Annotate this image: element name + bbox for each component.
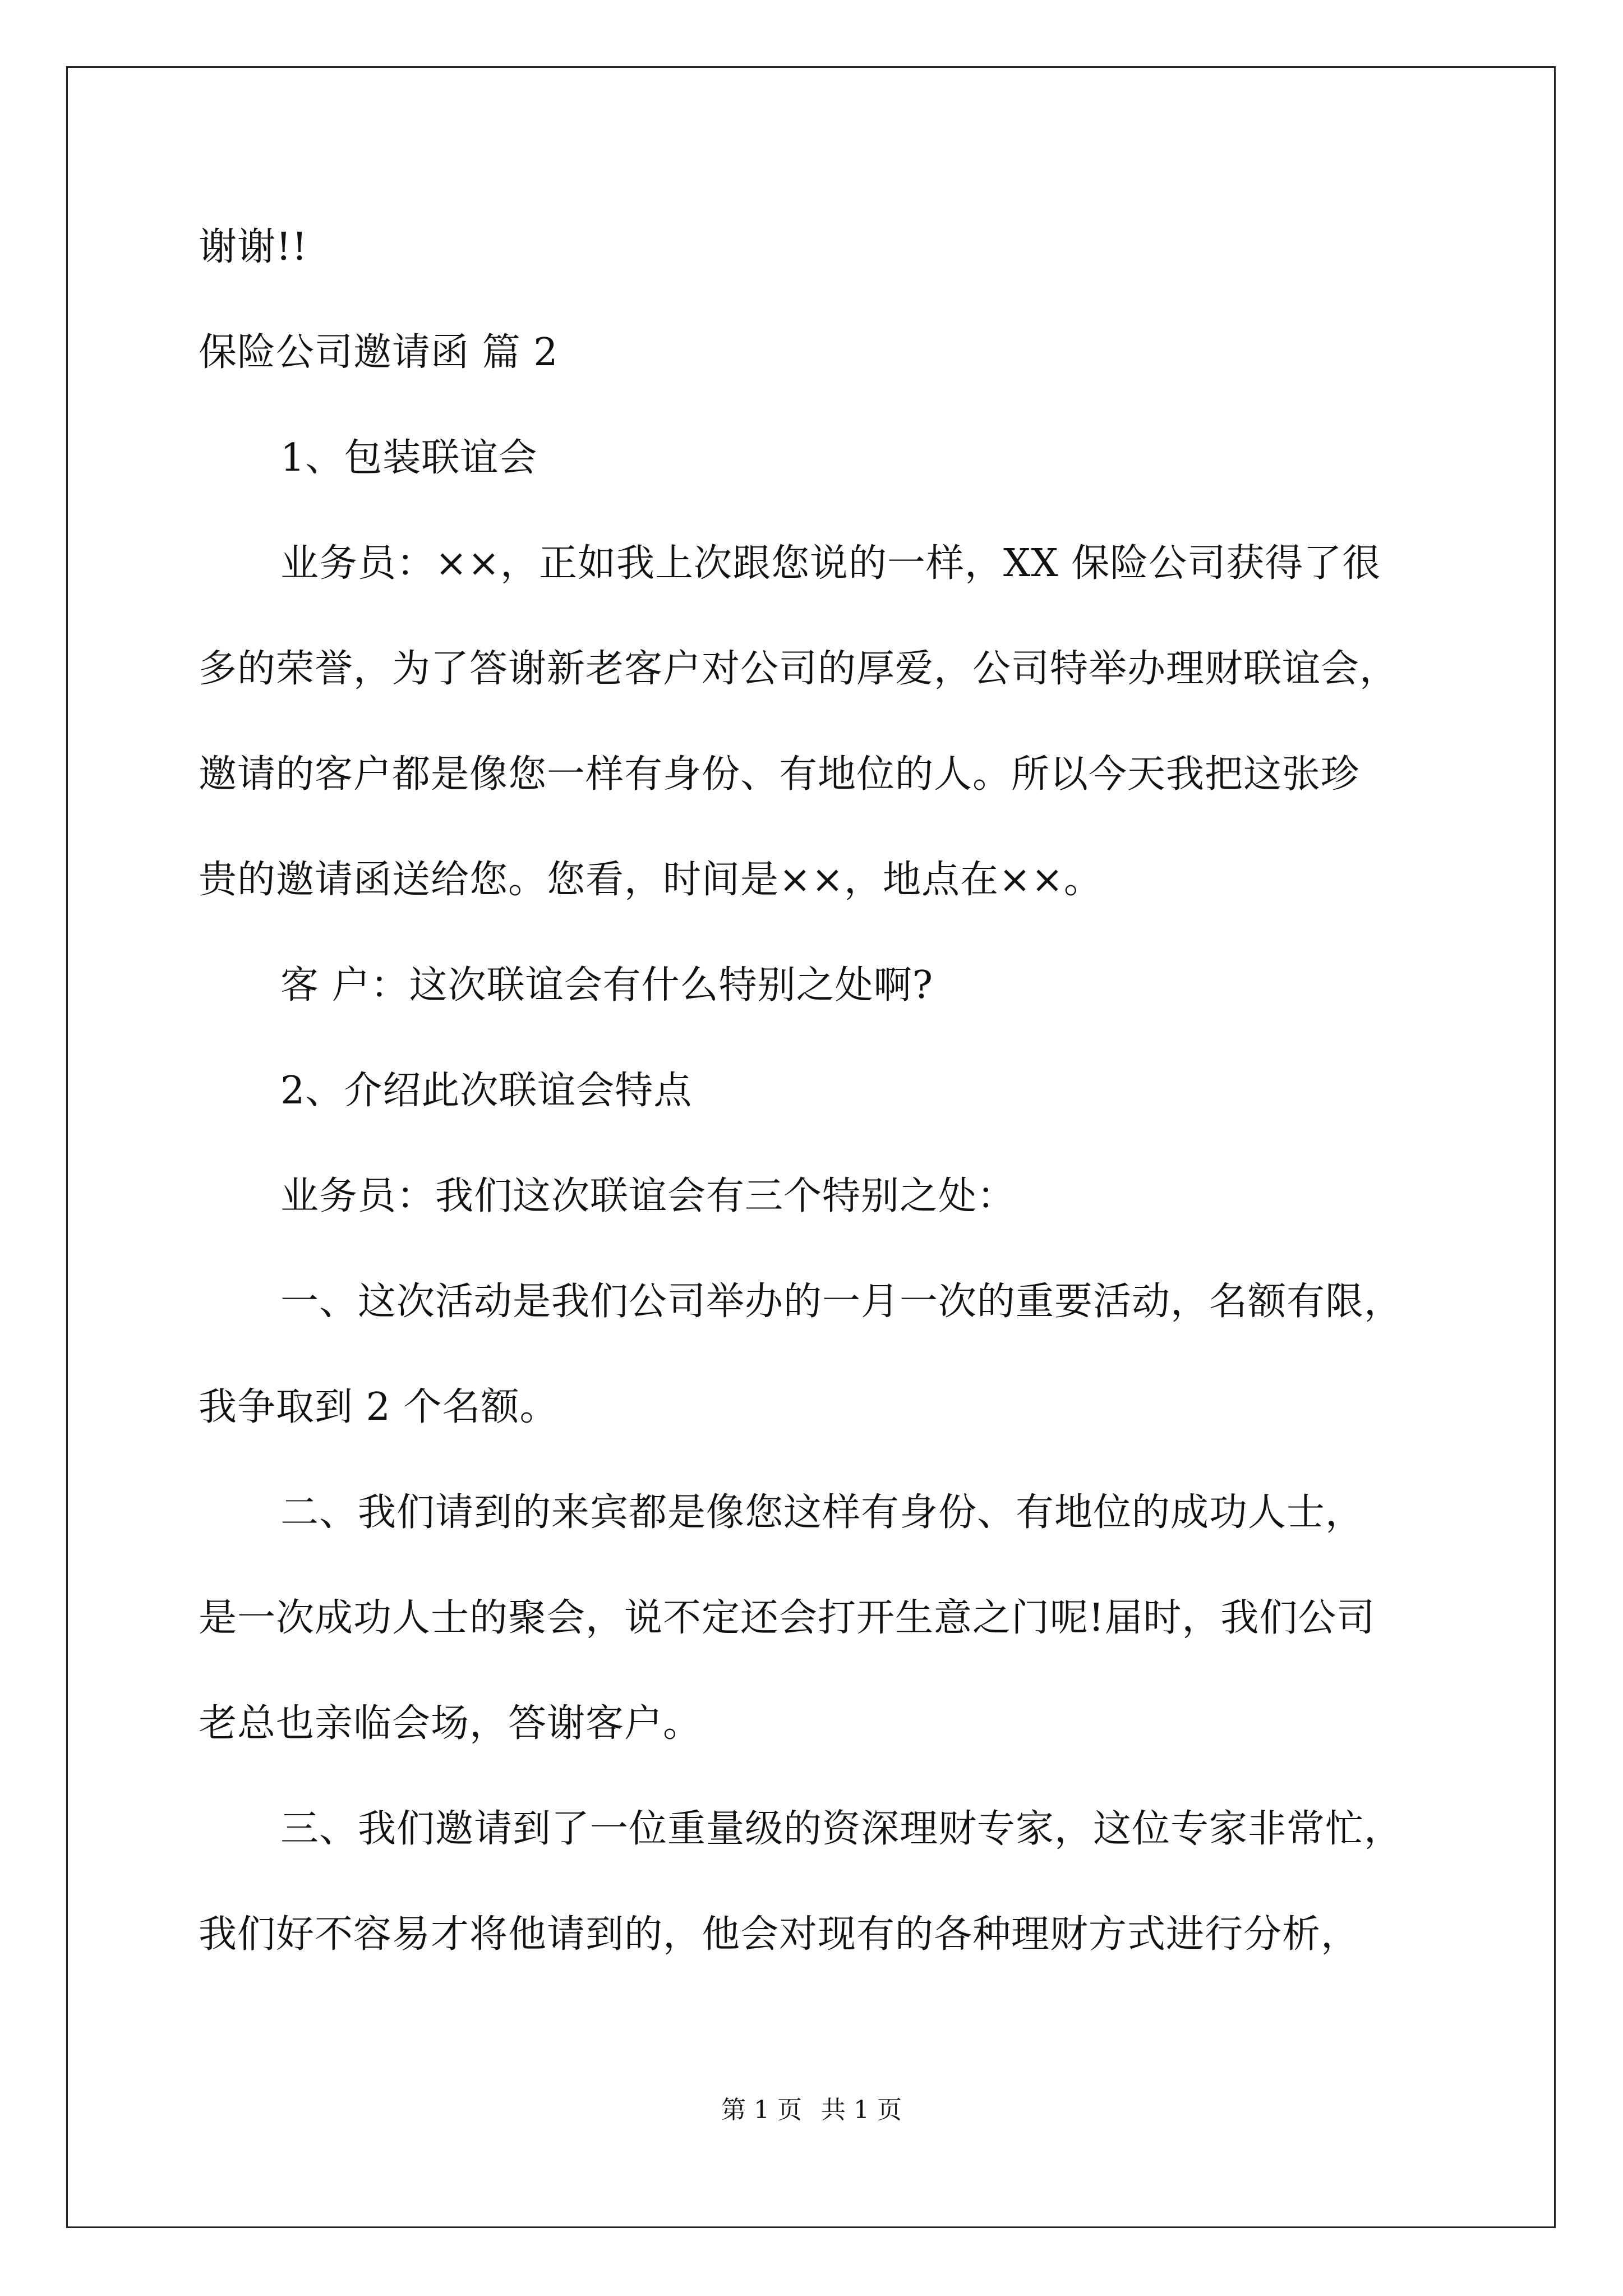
text-line: 贵的邀请函送给您。您看，时间是××，地点在××。 (199, 858, 1103, 902)
page-number: 第 1 页 (721, 2096, 802, 2124)
text-line: 是一次成功人士的聚会，说不定还会打开生意之门呢!届时，我们公司 (199, 1596, 1376, 1640)
text-line: 2、介绍此次联谊会特点 (280, 1069, 693, 1113)
text-line: 客 户：这次联谊会有什么特别之处啊? (280, 963, 934, 1007)
page-footer (0, 2093, 1623, 2127)
page-total: 共 1 页 (821, 2096, 902, 2124)
text-line: 邀请的客户都是像您一样有身份、有地位的人。所以今天我把这张珍 (199, 752, 1360, 797)
text-line: 老总也亲临会场，答谢客户。 (199, 1701, 702, 1746)
page-frame (66, 66, 1556, 2228)
text-line: 1、包装联谊会 (280, 436, 538, 480)
section-title: 保险公司邀请函 篇 2 (199, 330, 559, 375)
text-line: 三、我们邀请到了一位重量级的资深理财专家，这位专家非常忙， (280, 1807, 1403, 1851)
text-line: 二、我们请到的来宾都是像您这样有身份、有地位的成功人士， (280, 1490, 1364, 1535)
text-line: 一、这次活动是我们公司举办的一月一次的重要活动，名额有限， (280, 1280, 1403, 1324)
text-line: 我争取到 2 个名额。 (199, 1385, 559, 1429)
text-line: 多的荣誉，为了答谢新老客户对公司的厚爱，公司特举办理财联谊会， (199, 647, 1399, 691)
text-line: 业务员：××，正如我上次跟您说的一样，XX 保险公司获得了很 (280, 541, 1381, 586)
text-line: 谢谢!! (199, 225, 308, 269)
text-line: 我们好不容易才将他请到的，他会对现有的各种理财方式进行分析， (199, 1912, 1360, 1957)
text-line: 业务员：我们这次联谊会有三个特别之处： (280, 1174, 1016, 1218)
